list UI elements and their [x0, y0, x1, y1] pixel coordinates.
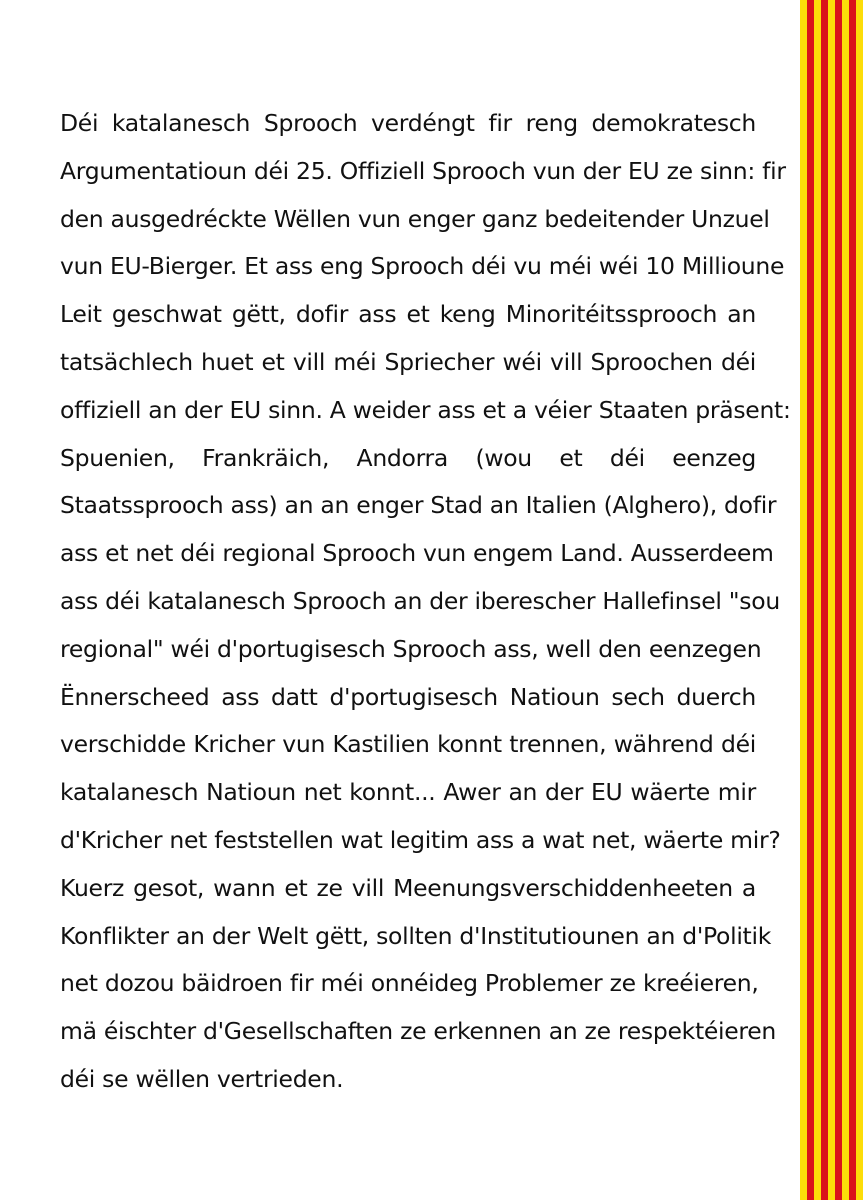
senyera-stripes-decoration: [800, 0, 863, 1200]
paragraph-line: Déi katalanesch Sprooch verdéngt fir reng demokratesch: [60, 109, 756, 137]
paragraph-line: Leit geschwat gëtt, dofir ass et keng Minoritéitssprooch an: [60, 300, 756, 329]
paragraph-line: regional" wéi d'portugisesch Sprooch ass, well den eenzegen: [60, 634, 762, 663]
paragraph-line: tatsächlech huet et vill méi Spriecher wéi vill Sproochen déi: [60, 347, 756, 376]
paragraph-line: mä éischter d'Gesellschaften ze erkennen an ze respektéieren: [60, 1017, 777, 1046]
paragraph-line: Ënnerscheed ass datt d'portugisesch Natioun sech duerch: [60, 682, 756, 711]
paragraph-line: déi se wëllen vertrieden.: [60, 1064, 344, 1093]
paragraph-line: offiziell an der EU sinn. A weider ass et a véier Staaten präsent:: [60, 395, 791, 424]
paragraph-line: Argumentatioun déi 25. Offiziell Sprooch vun der EU ze sinn: fir: [60, 156, 786, 185]
paragraph-line: net dozou bäidroen fir méi onnéideg Problemer ze kreéieren,: [60, 969, 759, 998]
paragraph-line: verschidde Kricher vun Kastilien konnt trennen, während déi: [60, 730, 756, 759]
paragraph-line: Kuerz gesot, wann et ze vill Meenungsverschiddenheeten a: [60, 873, 756, 902]
paragraph-line: d'Kricher net feststellen wat legitim ass a wat net, wäerte mir?: [60, 825, 781, 854]
paragraph-line: vun EU-Bierger. Et ass eng Sprooch déi vu méi wéi 10 Millioune: [60, 252, 785, 281]
body-paragraph: [60, 100, 791, 1104]
paragraph-line: katalanesch Natioun net konnt... Awer an der EU wäerte mir: [60, 778, 756, 807]
paragraph-line: Staatssprooch ass) an an enger Stad an Italien (Alghero), dofir: [60, 491, 777, 520]
paragraph-line: ass déi katalanesch Sprooch an der iberescher Hallefinsel "sou: [60, 586, 780, 615]
paragraph-line: Spuenien, Frankräich, Andorra (wou et déi eenzeg: [60, 443, 756, 472]
paragraph-line: Konflikter an der Welt gëtt, sollten d'Institutiounen an d'Politik: [60, 921, 772, 950]
paragraph-line: den ausgedréckte Wëllen vun enger ganz bedeitender Unzuel: [60, 204, 770, 233]
paragraph-line: ass et net déi regional Sprooch vun engem Land. Ausserdeem: [60, 539, 774, 568]
